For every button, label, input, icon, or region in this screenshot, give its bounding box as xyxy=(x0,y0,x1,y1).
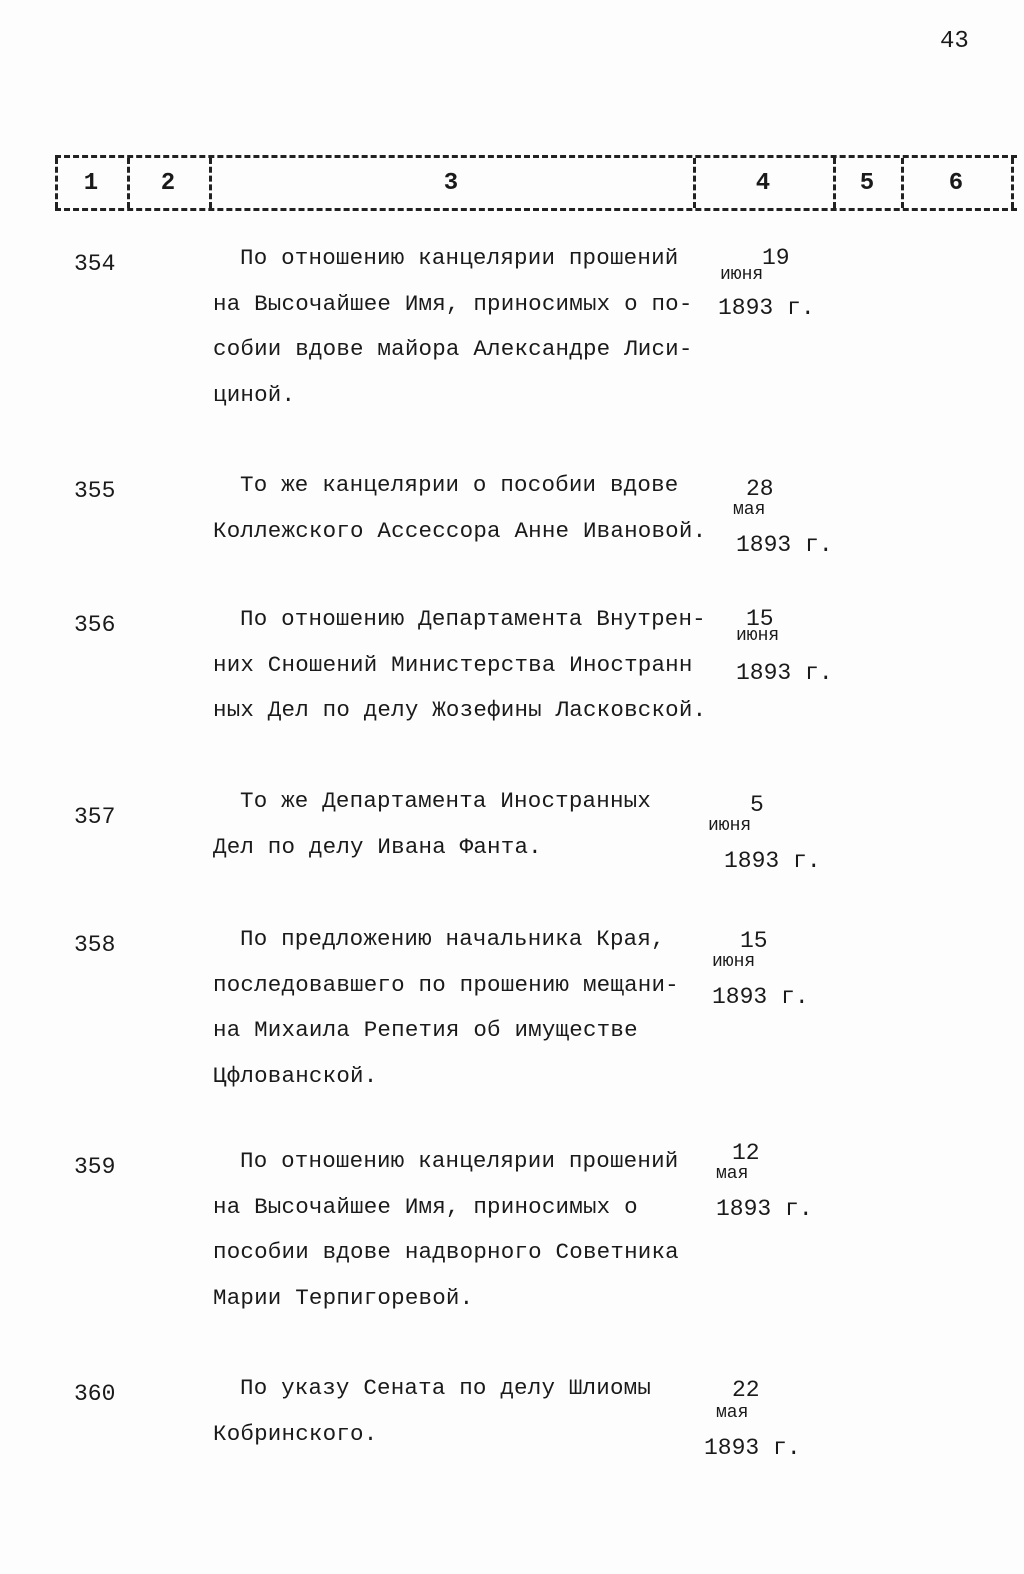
entry-date-year: 1893 г. xyxy=(716,1196,813,1222)
table-header xyxy=(55,155,1017,211)
entry-number: 358 xyxy=(74,932,116,958)
entry-text-line: на Высочайшее Имя, приносимых о по- xyxy=(213,290,693,317)
entry-text-line: на Михаила Репетия об имуществе xyxy=(213,1017,638,1043)
entry-text-line: Марии Терпигоревой. xyxy=(213,1284,474,1311)
column-divider xyxy=(1011,158,1014,208)
entry-text-line: Кобринского. xyxy=(213,1420,378,1447)
entry-text-line: По отношению Департамента Внутрен- xyxy=(240,606,706,632)
entry-date-day: 22 xyxy=(732,1377,760,1403)
entry-date-month: июня xyxy=(708,816,752,836)
entry-text-line: Цфлованской. xyxy=(213,1062,378,1089)
entry-text-line: последовавшего по прошению мещани- xyxy=(213,971,679,998)
entry-number: 360 xyxy=(74,1381,116,1407)
entry-date-year: 1893 г. xyxy=(712,984,809,1010)
entry-text-line: ных Дел по делу Жозефины Ласковской. xyxy=(213,697,707,723)
header-col-4: 4 xyxy=(755,169,771,197)
entry-number: 355 xyxy=(74,478,116,504)
page-number: 43 xyxy=(940,28,969,55)
entry-date-day: 19 xyxy=(762,245,790,271)
entry-date-day: 5 xyxy=(750,792,764,818)
entry-text-line: По предложению начальника Края, xyxy=(240,926,665,952)
entry-text-line: них Сношений Министерства Иностранн xyxy=(213,651,693,678)
entry-date-day: 15 xyxy=(740,928,768,954)
entry-text-line: То же канцелярии о пособии вдове xyxy=(240,472,679,498)
entry-date-year: 1893 г. xyxy=(736,532,833,558)
entry-text-line: По отношению канцелярии прошений xyxy=(240,245,679,271)
entry-date-month: июня xyxy=(712,952,756,972)
entry-date-year: 1893 г. xyxy=(736,660,833,686)
entry-text-line: пособии вдове надворного Советника xyxy=(213,1239,679,1265)
entry-date-year: 1893 г. xyxy=(724,848,821,874)
header-col-6: 6 xyxy=(948,169,964,197)
entry-text-line: Коллежского Ассессора Анне Ивановой. xyxy=(213,517,707,544)
entry-date-day: 12 xyxy=(732,1140,760,1166)
entry-date-month: мая xyxy=(733,500,766,520)
entry-text-line: По отношению канцелярии прошений xyxy=(240,1148,679,1174)
entry-text-line: Дел по делу Ивана Фанта. xyxy=(213,833,542,860)
entry-date-year: 1893 г. xyxy=(718,295,815,321)
entry-date-month: мая xyxy=(716,1164,749,1184)
entry-text-line: По указу Сената по делу Шлиомы xyxy=(240,1375,652,1401)
entry-number: 357 xyxy=(74,804,116,830)
entry-date-month: июня xyxy=(736,626,780,646)
entry-date-year: 1893 г. xyxy=(704,1435,801,1461)
entry-number: 356 xyxy=(74,612,116,638)
entry-text-line: на Высочайшее Имя, приносимых о xyxy=(213,1193,638,1220)
entry-text-line: То же Департамента Иностранных xyxy=(240,788,652,814)
entry-number: 359 xyxy=(74,1154,116,1180)
entry-date-month: июня xyxy=(720,265,764,285)
entry-text-line: собии вдове майора Александре Лиси- xyxy=(213,336,693,362)
entry-date-day: 28 xyxy=(746,476,774,502)
entry-number: 354 xyxy=(74,251,116,277)
entry-date-month: мая xyxy=(716,1403,749,1423)
header-col-1: 1 xyxy=(83,169,99,197)
header-col-5: 5 xyxy=(859,169,875,197)
entry-date-day: 15 xyxy=(746,606,774,632)
header-col-2: 2 xyxy=(160,169,176,197)
header-col-3: 3 xyxy=(443,169,459,197)
entry-text-line: циной. xyxy=(213,381,296,408)
